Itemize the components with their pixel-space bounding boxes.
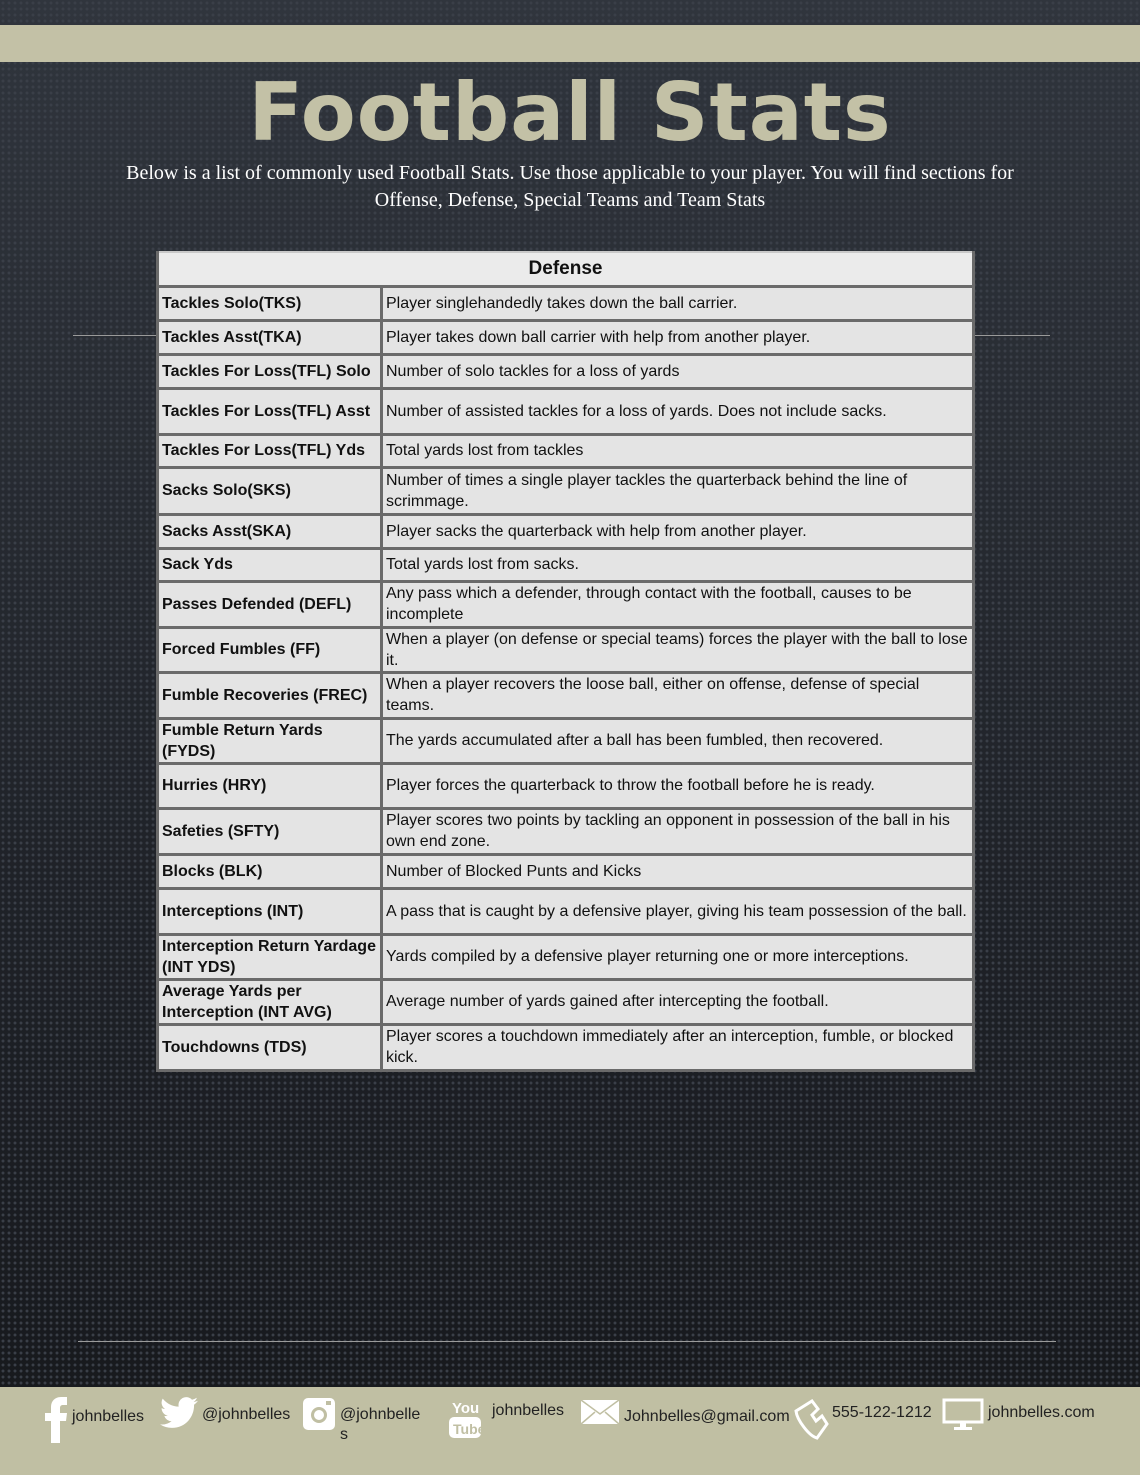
- stat-description: When a player (on defense or special teams) forces the player with the ball to lose it.: [382, 627, 974, 672]
- instagram-handle: @johnbelles: [340, 1406, 421, 1443]
- stat-name: Tackles For Loss(TFL) Asst: [158, 388, 382, 434]
- stat-name: Tackles Solo(TKS): [158, 286, 382, 320]
- youtube-link[interactable]: [448, 1397, 564, 1439]
- email-address: Johnbelles@gmail.com: [624, 1408, 790, 1425]
- stat-name: Sacks Asst(SKA): [158, 514, 382, 548]
- footer: [0, 1387, 1140, 1475]
- stat-name: Interceptions (INT): [158, 888, 382, 934]
- twitter-icon: [160, 1397, 198, 1429]
- stat-name: Fumble Return Yards (FYDS): [158, 718, 382, 763]
- table-row: [158, 854, 974, 888]
- stat-description: When a player recovers the loose ball, either on offense, defense of special teams.: [382, 672, 974, 718]
- top-band: [0, 25, 1140, 62]
- stat-name: Average Yards per Interception (INT AVG): [158, 979, 382, 1024]
- table-row: [158, 514, 974, 548]
- table-row: [158, 979, 974, 1024]
- table-row: [158, 467, 974, 514]
- svg-text:You: You: [452, 1400, 480, 1417]
- stat-description: A pass that is caught by a defensive player, giving his team possession of the ball.: [382, 888, 974, 934]
- stat-description: Player takes down ball carrier with help from another player.: [382, 320, 974, 354]
- stat-description: The yards accumulated after a ball has been fumbled, then recovered.: [382, 718, 974, 763]
- monitor-icon: [942, 1397, 984, 1431]
- facebook-handle: johnbelles: [72, 1408, 145, 1425]
- stat-name: Forced Fumbles (FF): [158, 627, 382, 672]
- stat-name: Tackles For Loss(TFL) Solo: [158, 354, 382, 388]
- stat-description: Player scores two points by tackling an opponent in possession of the ball in his own end zone.: [382, 808, 974, 854]
- stat-description: Number of assisted tackles for a loss of yards. Does not include sacks.: [382, 388, 974, 434]
- table-row: [158, 627, 974, 672]
- stat-description: Total yards lost from tackles: [382, 434, 974, 467]
- table-row: [158, 718, 974, 763]
- divider: [78, 1341, 1056, 1342]
- stat-description: Number of solo tackles for a loss of yards: [382, 354, 974, 388]
- youtube-icon: [448, 1397, 486, 1439]
- envelope-icon: [580, 1397, 620, 1425]
- table-row: [158, 388, 974, 434]
- stat-description: Number of Blocked Punts and Kicks: [382, 854, 974, 888]
- table-row: [158, 808, 974, 854]
- stat-description: Player scores a touchdown immediately after an interception, fumble, or blocked kick.: [382, 1024, 974, 1070]
- stat-name: Blocks (BLK): [158, 854, 382, 888]
- stat-name: Safeties (SFTY): [158, 808, 382, 854]
- divider: [975, 335, 1050, 336]
- stat-description: Player sacks the quarterback with help from another player.: [382, 514, 974, 548]
- instagram-icon: [302, 1397, 336, 1431]
- page-subtitle: Below is a list of commonly used Football Stats. Use those applicable to your player. You will find sections for Offense, Defense, Special Teams and Team Stats: [126, 162, 1014, 211]
- table-row: [158, 1024, 974, 1070]
- table-row: [158, 672, 974, 718]
- website-link[interactable]: [942, 1397, 1112, 1431]
- stat-description: Any pass which a defender, through contact with the football, causes to be incomplete: [382, 581, 974, 627]
- website-url: johnbelles.com: [988, 1404, 1095, 1421]
- stat-description: Average number of yards gained after intercepting the football.: [382, 979, 974, 1024]
- stat-description: Player forces the quarterback to throw the football before he is ready.: [382, 763, 974, 808]
- phone-icon: [790, 1397, 828, 1441]
- email-link[interactable]: [580, 1397, 795, 1427]
- youtube-handle: johnbelles: [492, 1402, 565, 1419]
- table-row: [158, 354, 974, 388]
- stat-name: Interception Return Yardage (INT YDS): [158, 934, 382, 979]
- stat-name: Hurries (HRY): [158, 763, 382, 808]
- stat-description: Number of times a single player tackles the quarterback behind the line of scrimmage.: [382, 467, 974, 514]
- stat-name: Sack Yds: [158, 548, 382, 581]
- svg-text:Tube: Tube: [453, 1421, 486, 1437]
- stat-name: Sacks Solo(SKS): [158, 467, 382, 514]
- stat-name: Tackles Asst(TKA): [158, 320, 382, 354]
- defense-stats-table: [156, 251, 975, 1072]
- table-row: [158, 934, 974, 979]
- facebook-icon: [42, 1397, 68, 1443]
- table-row: [158, 888, 974, 934]
- divider: [73, 335, 158, 336]
- stat-description: Player singlehandedly takes down the ball carrier.: [382, 286, 974, 320]
- stat-description: Yards compiled by a defensive player returning one or more interceptions.: [382, 934, 974, 979]
- table-row: [158, 434, 974, 467]
- stat-name: Touchdowns (TDS): [158, 1024, 382, 1070]
- stat-description: Total yards lost from sacks.: [382, 548, 974, 581]
- stat-name: Fumble Recoveries (FREC): [158, 672, 382, 718]
- facebook-link[interactable]: [42, 1397, 152, 1443]
- table-row: [158, 320, 974, 354]
- phone-link[interactable]: [790, 1397, 932, 1441]
- table-row: [158, 763, 974, 808]
- table-row: [158, 581, 974, 627]
- stat-name: Tackles For Loss(TFL) Yds: [158, 434, 382, 467]
- stat-name: Passes Defended (DEFL): [158, 581, 382, 627]
- twitter-link[interactable]: [160, 1397, 290, 1429]
- page-title: Football Stats: [248, 66, 892, 159]
- instagram-link[interactable]: [302, 1397, 432, 1445]
- table-row: [158, 286, 974, 320]
- phone-number: 555-122-1212: [832, 1404, 932, 1421]
- table-row: [158, 548, 974, 581]
- table-heading: Defense: [158, 252, 974, 286]
- twitter-handle: @johnbelles: [202, 1406, 291, 1423]
